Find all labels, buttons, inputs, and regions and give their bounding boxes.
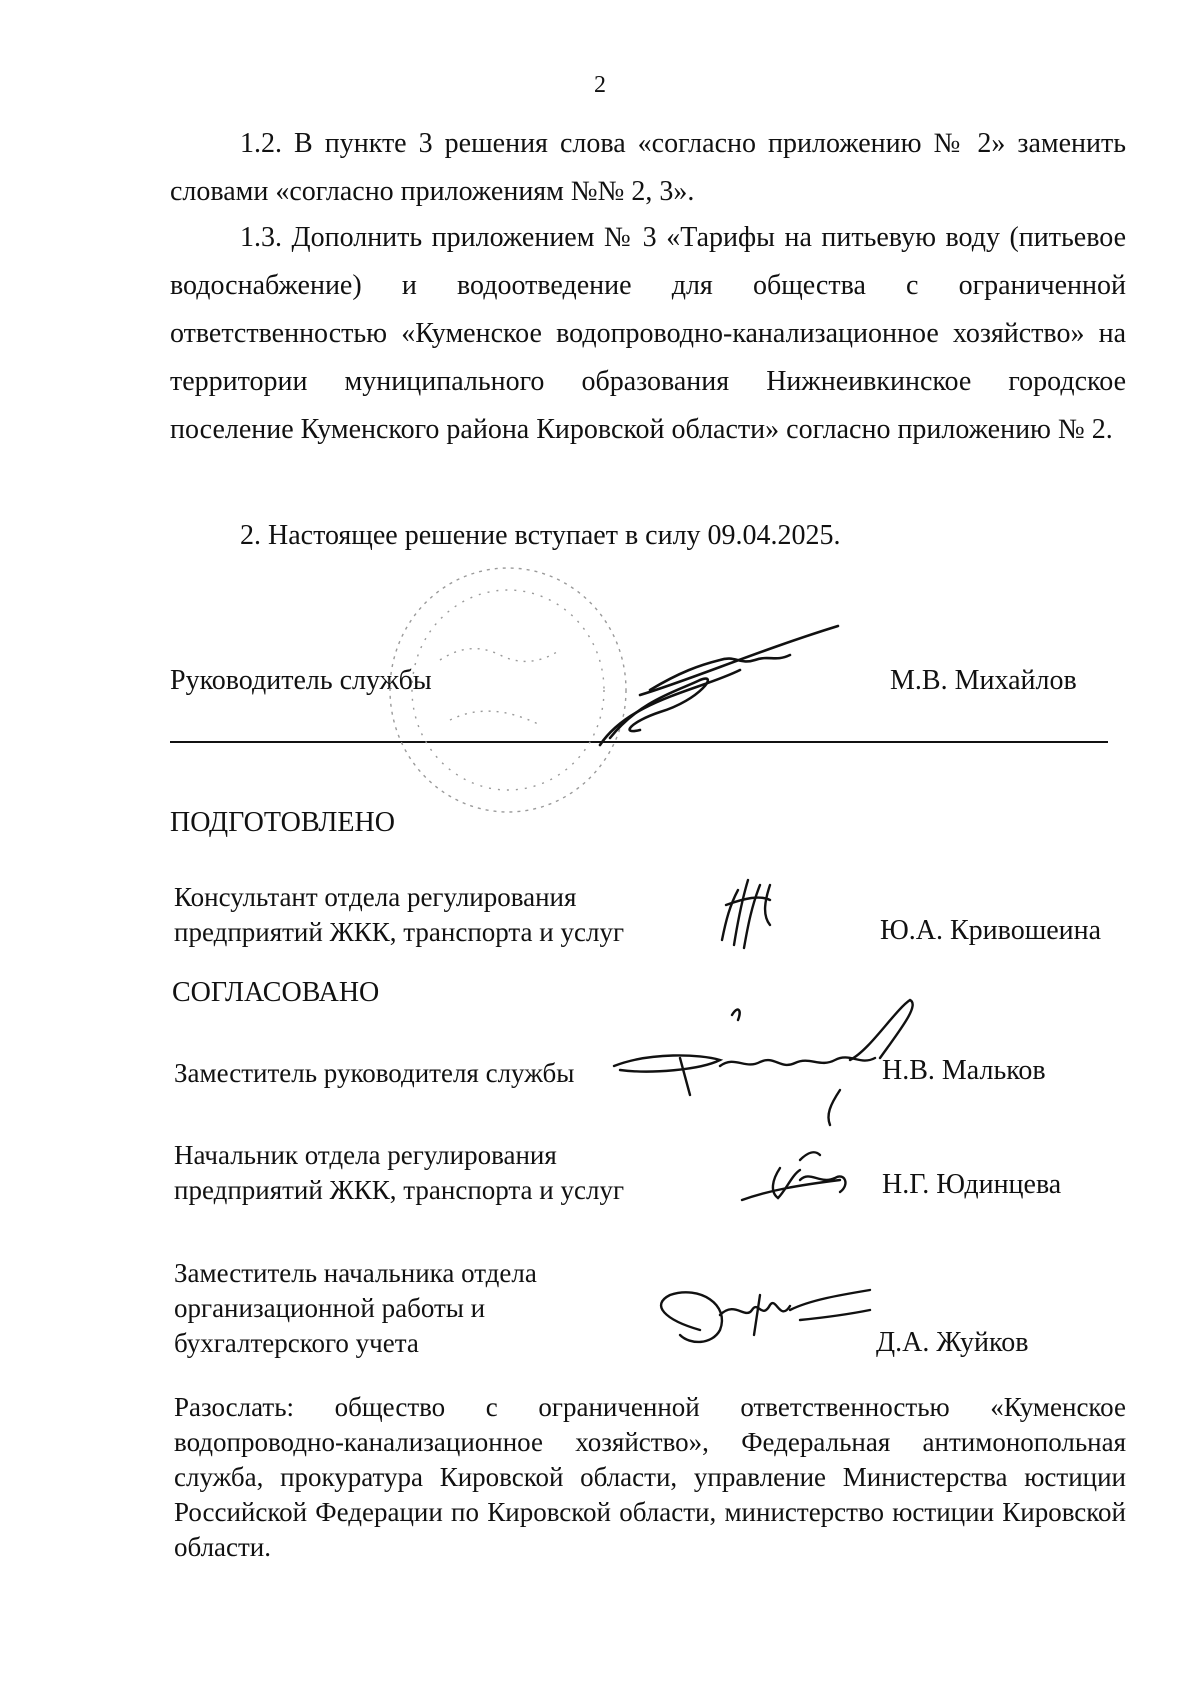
agreed-signer-3-signature-icon bbox=[661, 1290, 870, 1342]
agreed-heading: СОГЛАСОВАНО bbox=[172, 977, 380, 1008]
prepared-position-line2: предприятий ЖКК, транспорта и услуг bbox=[174, 917, 625, 947]
agreed-signer-3-name: Д.А. Жуйков bbox=[876, 1327, 1029, 1358]
distribution-list: Разослать: общество с ограниченной ответственностью «Куменское водопроводно-канализационное хозяйство», Федеральная антимонопольная служба, прокуратура Кировской области, управление Министерства юстиции Российской Федерации по Кировской области, министерство юстиции Кировской области. bbox=[174, 1392, 1126, 1562]
signature-divider bbox=[170, 741, 1108, 743]
page-number: 2 bbox=[594, 72, 606, 98]
prepared-signature-icon bbox=[722, 880, 770, 948]
paragraph-1-3: 1.3. Дополнить приложением № 3 «Тарифы на питьевую воду (питьевое водоснабжение) и водоотведение для общества с ограниченной ответственностью «Куменское водопроводно-канализационное хозяйство» на территории муниципального образования Нижнеивкинское городское поселение Куменского района Кировской области» согласно приложению № 2. bbox=[170, 222, 1126, 445]
head-position: Руководитель службы bbox=[170, 665, 432, 696]
prepared-position-line1: Консультант отдела регулирования bbox=[174, 882, 577, 912]
agreed-signer-2-position-line1: Начальник отдела регулирования bbox=[174, 1140, 557, 1170]
prepared-heading: ПОДГОТОВЛЕНО bbox=[170, 807, 395, 838]
agreed-signer-1-name: Н.В. Мальков bbox=[882, 1055, 1046, 1086]
agreed-signer-1-signature-icon bbox=[614, 1000, 913, 1125]
agreed-signer-3-position-line1: Заместитель начальника отдела bbox=[174, 1258, 537, 1288]
prepared-name: Ю.А. Кривошеина bbox=[880, 915, 1102, 946]
agreed-signer-2-name: Н.Г. Юдинцева bbox=[882, 1169, 1062, 1200]
agreed-signer-3-position-line2: организационной работы и bbox=[174, 1293, 486, 1323]
paragraph-1-2: 1.2. В пункте 3 решения слова «согласно приложению № 2» заменить словами «согласно приложениям №№ 2, 3». bbox=[170, 128, 1126, 207]
agreed-signer-2-signature-icon bbox=[742, 1152, 845, 1200]
agreed-signer-2-position-line2: предприятий ЖКК, транспорта и услуг bbox=[174, 1175, 625, 1205]
head-name: М.В. Михайлов bbox=[890, 665, 1077, 696]
paragraph-2: 2. Настоящее решение вступает в силу 09.04.2025. bbox=[240, 520, 841, 551]
agreed-signer-1-position: Заместитель руководителя службы bbox=[174, 1058, 575, 1088]
head-signature-icon bbox=[600, 626, 838, 745]
agreed-signer-3-position-line3: бухгалтерского учета bbox=[174, 1328, 419, 1358]
